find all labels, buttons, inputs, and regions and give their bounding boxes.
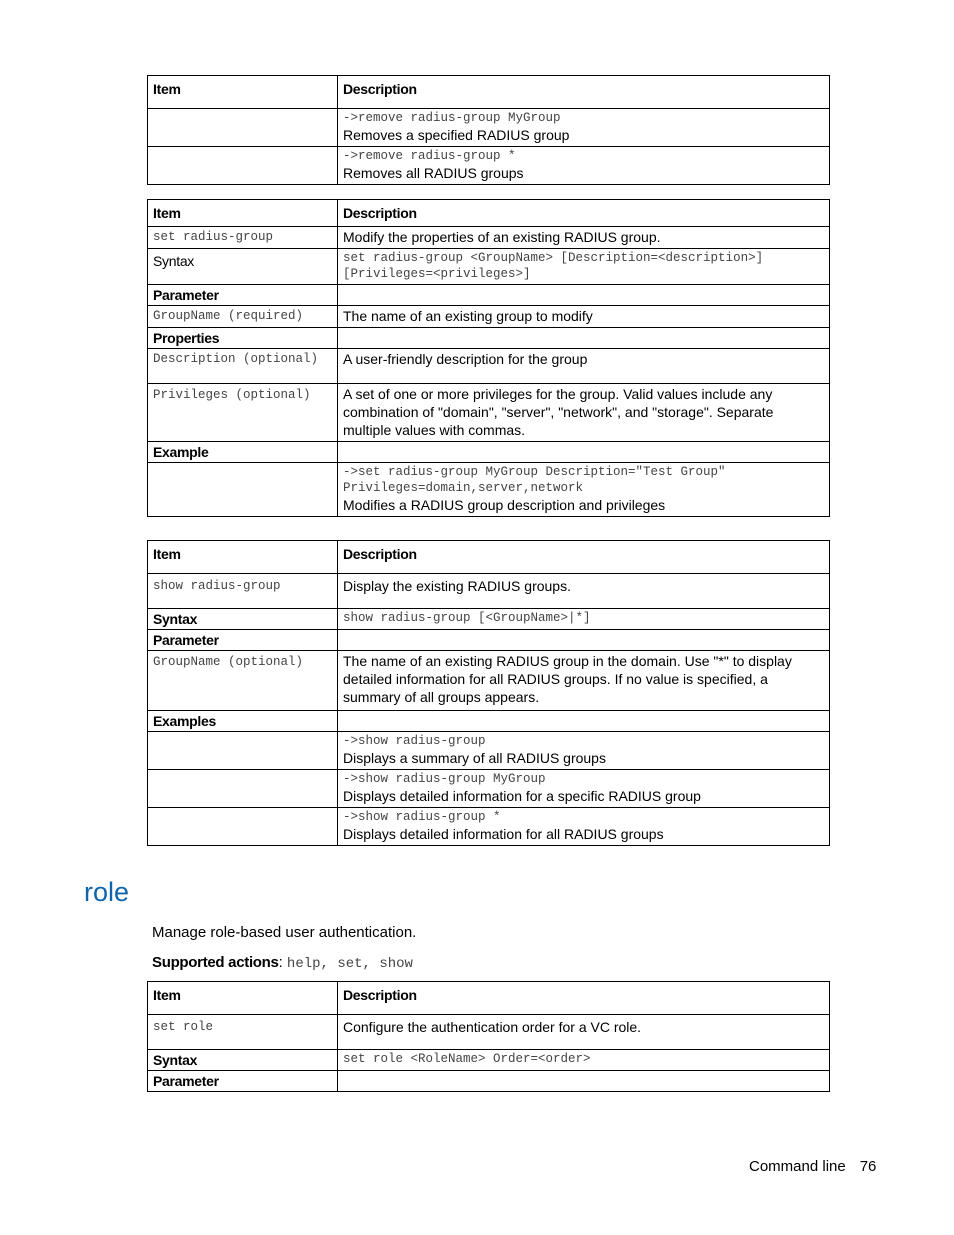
parameter-section-row [148,630,830,651]
empty-cell [148,463,338,517]
item-cell [148,147,338,185]
parameter-row [148,306,830,328]
example-command: ->remove radius-group MyGroup [343,111,561,125]
supported-actions-values: help, set, show [286,956,413,972]
command-name: set role [148,1015,338,1050]
example-cell [338,732,830,770]
header-item: Item [148,200,338,227]
command-description: Configure the authentication order for a VC role. [338,1015,830,1050]
example-command: ->show radius-group [343,734,486,748]
example-command: ->show radius-group * [343,810,501,824]
syntax-value: show radius-group [<GroupName>|*] [338,609,830,630]
table-row [148,109,830,147]
header-item: Item [148,76,338,109]
supported-actions [152,954,413,972]
property-description: A set of one or more privileges for the group. Valid values include any combination of "domain", "server", "network", and "storage". Separate multiple values with commas. [338,384,830,442]
table-header-row [148,200,830,227]
description-cell [338,109,830,147]
table-header-row [148,541,830,574]
table-row [148,147,830,185]
empty-cell [338,442,830,463]
syntax-value: set radius-group <GroupName> [Description=<description>] [Privileges=<privileges>] [338,249,830,285]
example-row [148,808,830,846]
parameter-section-row [148,285,830,306]
example-cell [338,808,830,846]
syntax-label: Syntax [148,609,338,630]
header-description: Description [338,541,830,574]
example-row [148,770,830,808]
header-description: Description [338,982,830,1015]
example-description: Displays detailed information for a specific RADIUS group [343,788,701,804]
command-name: set radius-group [148,227,338,249]
supported-actions-label: Supported actions [152,954,279,971]
command-row [148,227,830,249]
example-cell [338,463,830,517]
parameter-label: Parameter [148,1071,338,1092]
section-description: Manage role-based user authentication. [152,924,417,941]
set-role-table [147,981,830,1092]
syntax-row [148,1050,830,1071]
syntax-row [148,609,830,630]
item-cell [148,109,338,147]
show-radius-group-table [147,540,830,846]
description-cell [338,147,830,185]
syntax-label: Syntax [148,249,338,285]
syntax-value: set role <RoleName> Order=<order> [338,1050,830,1071]
parameter-name: GroupName (optional) [148,651,338,711]
example-description: Removes all RADIUS groups [343,165,524,181]
parameter-name: GroupName (required) [148,306,338,328]
example-row [148,463,830,517]
supported-actions-separator: : [278,954,287,971]
command-name: show radius-group [148,574,338,609]
header-item: Item [148,982,338,1015]
command-description: Display the existing RADIUS groups. [338,574,830,609]
section-heading: role [84,877,130,907]
example-description: Modifies a RADIUS group description and privileges [343,497,666,513]
example-cell [338,770,830,808]
empty-cell [338,1071,830,1092]
page-number: 76 [859,1158,877,1175]
empty-cell [148,770,338,808]
syntax-row [148,249,830,285]
examples-section-row [148,711,830,732]
table-header-row [148,76,830,109]
property-row [148,384,830,442]
example-label: Example [148,442,338,463]
empty-cell [338,630,830,651]
examples-label: Examples [148,711,338,732]
example-command: ->set radius-group MyGroup Description="Test Group" Privileges=domain,server,network [343,465,726,495]
header-description: Description [338,200,830,227]
parameter-label: Parameter [148,630,338,651]
page-footer [749,1158,876,1175]
example-command: ->show radius-group MyGroup [343,772,546,786]
properties-section-row [148,328,830,349]
parameter-row [148,651,830,711]
example-section-row [148,442,830,463]
parameter-description: The name of an existing RADIUS group in the domain. Use "*" to display detailed information for all RADIUS groups. If no value is specified, a summary of all groups appears. [338,651,830,711]
syntax-label: Syntax [148,1050,338,1071]
header-item: Item [148,541,338,574]
command-description: Modify the properties of an existing RADIUS group. [338,227,830,249]
footer-title: Command line [749,1158,846,1175]
property-description: A user-friendly description for the group [338,349,830,384]
empty-cell [338,328,830,349]
example-description: Displays detailed information for all RADIUS groups [343,826,664,842]
example-command: ->remove radius-group * [343,149,516,163]
empty-cell [148,732,338,770]
empty-cell [338,285,830,306]
parameter-label: Parameter [148,285,338,306]
property-name: Privileges (optional) [148,384,338,442]
parameter-description: The name of an existing group to modify [338,306,830,328]
table-header-row [148,982,830,1015]
command-row [148,1015,830,1050]
property-row [148,349,830,384]
empty-cell [338,711,830,732]
property-name: Description (optional) [148,349,338,384]
set-radius-group-table [147,199,830,517]
empty-cell [148,808,338,846]
command-row [148,574,830,609]
properties-label: Properties [148,328,338,349]
remove-radius-group-table [147,75,830,185]
example-description: Removes a specified RADIUS group [343,127,570,143]
parameter-section-row [148,1071,830,1092]
example-description: Displays a summary of all RADIUS groups [343,750,606,766]
header-description: Description [338,76,830,109]
example-row [148,732,830,770]
